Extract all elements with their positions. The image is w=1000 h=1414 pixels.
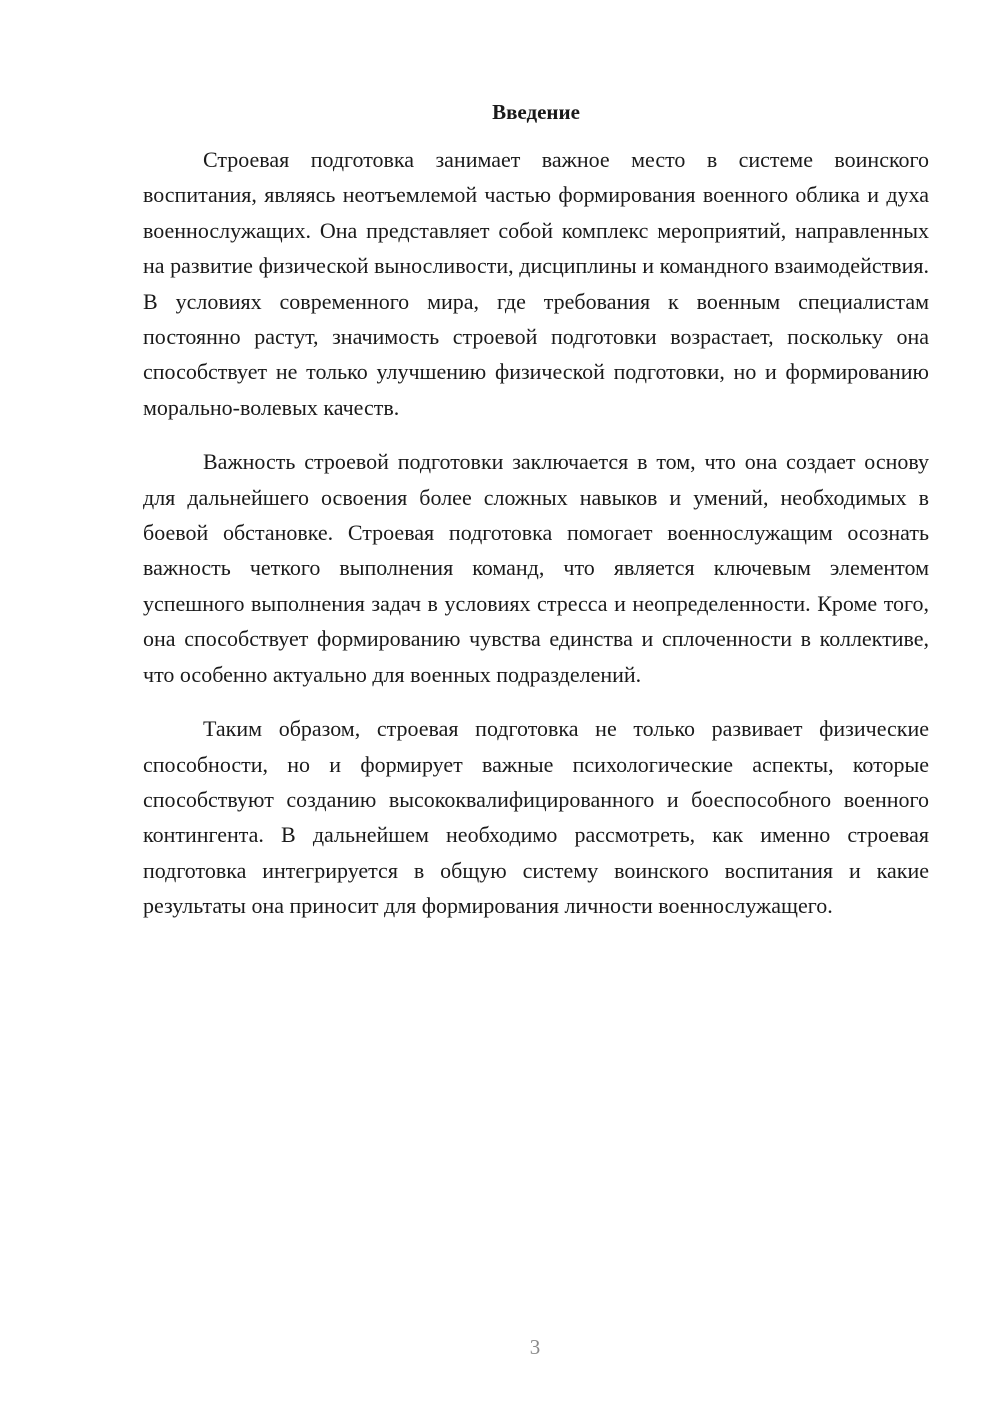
section-heading: Введение xyxy=(492,100,580,124)
paragraph: Важность строевой подготовки заключается в том, что она создает основу для дальнейшего освоения более сложных навыков и умений, необходимых в боевой обстановке. Строевая подготовка помогает военнослужащим осознать важность четкого выполнения команд, что является ключевым элементом успешного выполнения задач в условиях стресса и неопределенности. Кроме того, она способствует формированию чувства единства и сплоченности в коллективе, что особенно актуально для военных подразделений. xyxy=(143,449,929,687)
document-body xyxy=(143,142,929,943)
paragraph: Таким образом, строевая подготовка не только развивает физические способности, но и формирует важные психологические аспекты, которые способствуют созданию высококвалифицированного и боеспособного военного контингента. В дальнейшем необходимо рассмотреть, как именно строевая подготовка интегрируется в общую систему воинского воспитания и какие результаты она приносит для формирования личности военнослужащего. xyxy=(143,716,929,919)
page-number: 3 xyxy=(529,1335,541,1359)
paragraph: Строевая подготовка занимает важное место в системе воинского воспитания, являясь неотъемлемой частью формирования военного облика и духа военнослужащих. Она представляет собой комплекс мероприятий, направленных на развитие физической выносливости, дисциплины и командного взаимодействия. В условиях современного мира, где требования к военным специалистам постоянно растут, значимость строевой подготовки возрастает, поскольку она способствует не только улучшению физической подготовки, но и формированию морально-волевых качеств. xyxy=(143,147,929,420)
